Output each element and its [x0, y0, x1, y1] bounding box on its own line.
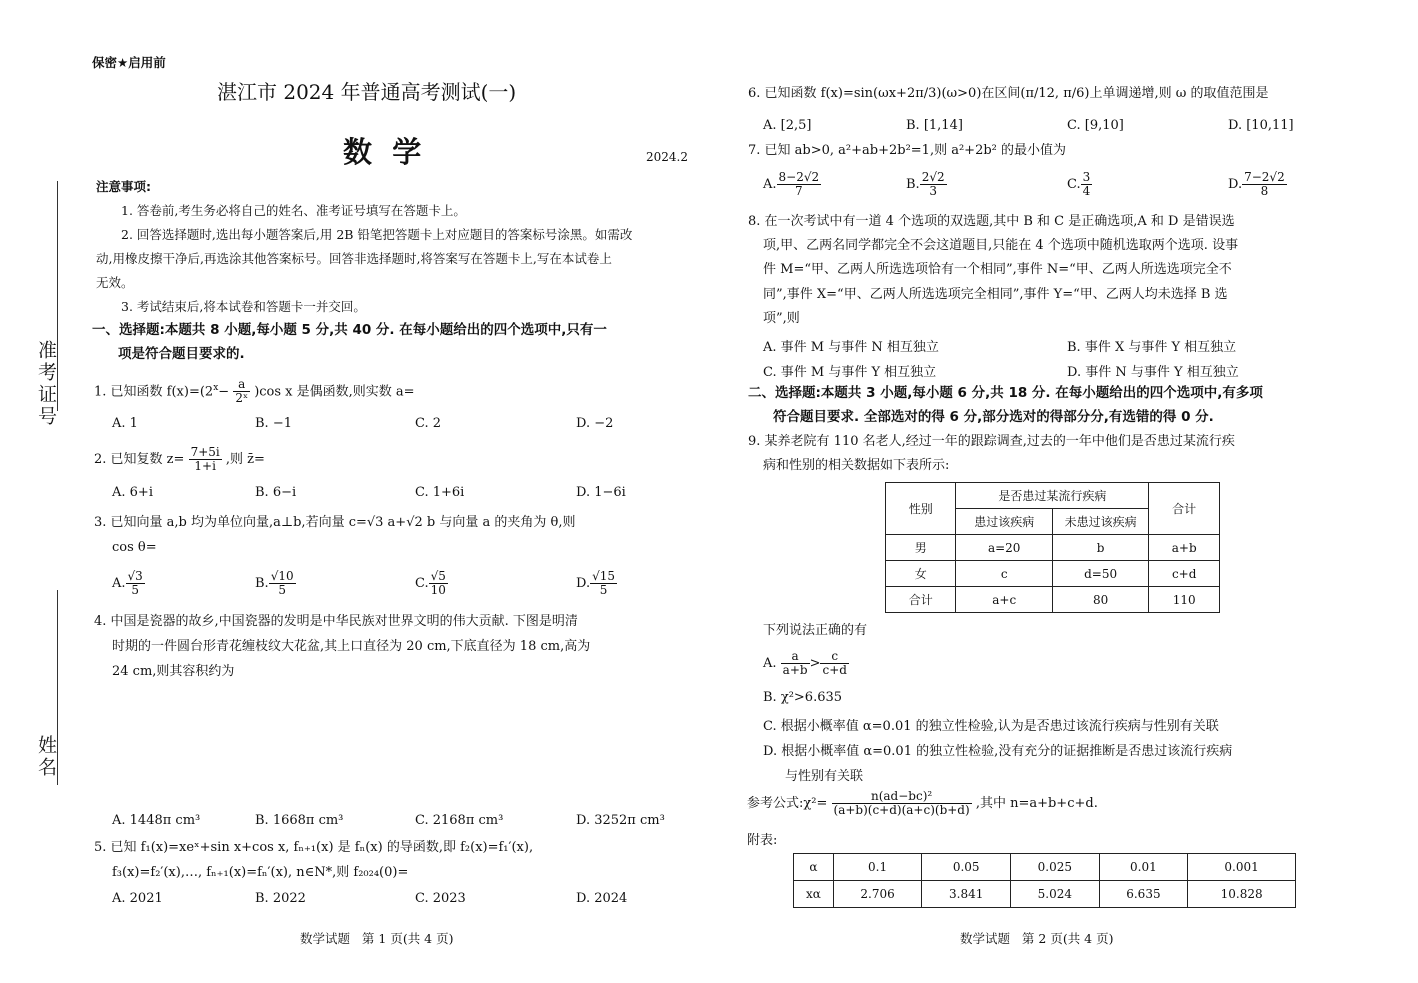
q7-option-a	[763, 171, 821, 198]
q7-c-frac	[1081, 171, 1093, 198]
q7-b-label: B.	[906, 177, 920, 192]
question-5-cont: f₃(x)=f₂′(x),…, fₙ₊₁(x)=fₙ′(x), n∈N*,则 f₂₀₂₄(0)=	[112, 865, 409, 880]
q2-option-a: A. 6+i	[112, 485, 153, 500]
q2-option-c: C. 1+6i	[415, 485, 465, 500]
formula-post: ,其中 n=a+b+c+d.	[975, 796, 1098, 811]
q1-option-a: A. 1	[112, 416, 138, 431]
q9-a-gt: >	[809, 656, 821, 671]
cell: 0.001	[1188, 854, 1296, 881]
q2-text-post: ,则 z̄=	[225, 452, 265, 467]
q9-option-d: D. 根据小概率值 α=0.01 的独立性检验,没有充分的证据推断是否患过该流行疾病	[763, 744, 1233, 759]
q7-a-label: A.	[763, 177, 777, 192]
table-row	[886, 587, 1220, 613]
q7-d-den: 8	[1260, 184, 1269, 198]
question-9: 9. 某养老院有 110 名老人,经过一年的跟踪调查,过去的一年中他们是否患过某流行疾	[748, 434, 1235, 449]
q7-b-num: 2√2	[921, 170, 945, 184]
table-row	[794, 854, 1296, 881]
subject-title: 数 学	[343, 135, 422, 169]
q3-c-num: √5	[430, 569, 446, 583]
formula-fraction	[832, 790, 972, 817]
q4-option-a: A. 1448π cm³	[112, 813, 201, 828]
section-1-heading-cont: 项是符合题目要求的.	[118, 346, 245, 362]
q3-c-label: C.	[415, 576, 429, 591]
q8-option-a: A. 事件 M 与事件 N 相互独立	[763, 340, 939, 355]
q3-option-c	[415, 570, 448, 597]
cell: 0.1	[833, 854, 922, 881]
question-7: 7. 已知 ab>0, a²+ab+2b²=1,则 a²+2b² 的最小值为	[748, 143, 1067, 158]
notice-title: 注意事项:	[96, 179, 151, 194]
q6-option-c: C. [9,10]	[1067, 118, 1124, 133]
notice-3: 3. 考试结束后,将本试卷和答题卡一并交回。	[121, 299, 366, 314]
q6-option-b: B. [1,14]	[906, 118, 963, 133]
cell: 110	[1149, 587, 1220, 613]
th-gender: 性别	[886, 483, 956, 535]
cell: a=20	[956, 535, 1052, 561]
notice-2c: 无效。	[96, 275, 134, 290]
q3-option-b	[255, 570, 296, 597]
cell: 合计	[886, 587, 956, 613]
q4-option-b: B. 1668π cm³	[255, 813, 344, 828]
reference-formula	[747, 790, 1098, 817]
table-row	[794, 881, 1296, 908]
section-1-heading: 一、选择题:本题共 8 小题,每小题 5 分,共 40 分. 在每小题给出的四个选项中,只有一	[92, 322, 607, 338]
q3-b-num: √10	[270, 569, 294, 583]
q3-a-frac	[126, 570, 145, 597]
q9-a-frac-1	[781, 650, 810, 677]
q9-a-d2: c+d	[822, 663, 847, 677]
side-label-name: 姓名	[35, 735, 57, 779]
q1-frac-num: a	[233, 378, 250, 392]
q8-option-b: B. 事件 X 与事件 Y 相互独立	[1067, 340, 1237, 355]
question-1	[94, 376, 415, 405]
q2-option-d: D. 1−6i	[576, 485, 626, 500]
q9-a-label: A.	[763, 656, 777, 671]
question-8-cont-2: 件 M=“甲、乙两人所选选项恰有一个相同”,事件 N=“甲、乙两人所选选项完全不	[763, 262, 1232, 277]
q3-b-den: 5	[278, 583, 286, 597]
q3-a-den: 5	[131, 583, 139, 597]
th-yes: 患过该疾病	[956, 509, 1052, 535]
q1-option-b: B. −1	[255, 416, 292, 431]
formula-num: n(ad−bc)²	[832, 790, 972, 804]
q1-exp: x	[213, 383, 219, 393]
exam-title: 湛江市 2024 年普通高考测试(一)	[217, 80, 517, 104]
q3-d-label: D.	[576, 576, 591, 591]
q2-fraction	[189, 446, 222, 473]
table-row	[886, 561, 1220, 587]
cell: xα	[794, 881, 834, 908]
q4-option-c: C. 2168π cm³	[415, 813, 504, 828]
q6-option-a: A. [2,5]	[763, 118, 812, 133]
q1-frac-den: 2ˣ	[235, 391, 249, 406]
q9-a-n2: c	[820, 650, 848, 664]
th-group: 是否患过某流行疾病	[956, 483, 1149, 509]
appendix-label: 附表:	[747, 833, 778, 848]
question-3-cont: cos θ=	[112, 540, 157, 555]
cell: 0.025	[1011, 854, 1100, 881]
q4-option-d: D. 3252π cm³	[576, 813, 665, 828]
q7-b-den: 3	[929, 184, 937, 198]
q1-text-post: )cos x 是偶函数,则实数 a=	[254, 384, 415, 400]
q3-d-num: √15	[592, 569, 616, 583]
q7-option-b	[906, 171, 947, 198]
cell: 6.635	[1099, 881, 1188, 908]
cell: α	[794, 854, 834, 881]
question-2	[94, 446, 265, 473]
q3-a-num: √3	[127, 569, 143, 583]
formula-den: (a+b)(c+d)(a+c)(b+d)	[833, 803, 970, 817]
q3-b-label: B.	[255, 576, 269, 591]
question-5: 5. 已知 f₁(x)=xeˣ+sin x+cos x, fₙ₊₁(x) 是 fₙ(x) 的导函数,即 f₂(x)=f₁′(x),	[94, 840, 534, 855]
q7-d-num: 7−2√2	[1244, 170, 1285, 184]
question-8-cont-3: 同”,事件 X=“甲、乙两人所选选项完全相同”,事件 Y=“甲、乙两人均未选择 B 选	[763, 287, 1228, 302]
q7-a-num: 8−2√2	[778, 170, 820, 184]
notice-2a: 2. 回答选择题时,选出每小题答案后,用 2B 铅笔把答题卡上对应题目的答案标号涂黑。如需改	[121, 227, 633, 242]
question-8-cont-4: 项”,则	[763, 311, 800, 326]
q9-prompt: 下列说法正确的有	[763, 623, 868, 638]
cell: 0.05	[922, 854, 1011, 881]
q5-option-a: A. 2021	[112, 891, 163, 906]
question-4-cont-1: 时期的一件圆台形青花缠枝纹大花盆,其上口直径为 20 cm,下底直径为 18 cm,高为	[112, 639, 591, 654]
q7-a-den: 7	[795, 184, 803, 198]
right-page	[709, 0, 1418, 983]
q7-c-num: 3	[1082, 170, 1091, 184]
cell: 2.706	[833, 881, 922, 908]
q5-option-d: D. 2024	[576, 891, 628, 906]
q9-option-c: C. 根据小概率值 α=0.01 的独立性检验,认为是否患过该流行疾病与性别有关联	[763, 719, 1219, 734]
q7-option-d	[1228, 171, 1287, 198]
question-4-cont-2: 24 cm,则其容积约为	[112, 664, 235, 679]
cell: d=50	[1052, 561, 1148, 587]
q7-c-den: 4	[1082, 184, 1091, 198]
cell: b	[1052, 535, 1148, 561]
question-4: 4. 中国是瓷器的故乡,中国瓷器的发明是中华民族对世界文明的伟大贡献. 下图是明清	[94, 614, 578, 629]
q7-b-frac	[920, 171, 947, 198]
question-3: 3. 已知向量 a,b 均为单位向量,a⊥b,若向量 c=√3 a+√2 b 与向量 a 的夹角为 θ,则	[94, 515, 576, 530]
q2-option-b: B. 6−i	[255, 485, 297, 500]
section-2-heading-cont: 符合题目要求. 全部选对的得 6 分,部分选对的得部分分,有选错的得 0 分.	[773, 409, 1214, 425]
confidential-label: 保密★启用前	[92, 55, 166, 70]
notice-1: 1. 答卷前,考生务必将自己的姓名、准考证号填写在答题卡上。	[121, 203, 466, 218]
cell: 80	[1052, 587, 1148, 613]
q3-c-frac	[429, 570, 448, 597]
q7-a-frac	[777, 171, 822, 198]
q2-frac-den: 1+i	[194, 459, 216, 473]
q2-text-pre: 2. 已知复数 z=	[94, 452, 185, 467]
page-1-footer: 数学试题 第 1 页(共 4 页)	[300, 931, 454, 946]
q1-text-pre: 1. 已知函数 f(x)=(2	[94, 384, 214, 400]
th-total: 合计	[1149, 483, 1220, 535]
q8-option-d: D. 事件 N 与事件 Y 相互独立	[1067, 365, 1239, 380]
q4-figure-space	[112, 690, 672, 800]
q7-option-c	[1067, 171, 1092, 198]
q1-minus: −	[218, 384, 230, 400]
q9-option-a	[763, 650, 849, 677]
exam-date: 2024.2	[646, 150, 688, 164]
cell: c	[956, 561, 1052, 587]
critical-value-table	[793, 853, 1296, 908]
q3-b-frac	[269, 570, 296, 597]
question-8: 8. 在一次考试中有一道 4 个选项的双选题,其中 B 和 C 是正确选项,A 和 D 是错误选	[748, 214, 1235, 229]
q3-option-d	[576, 570, 617, 597]
th-no: 未患过该疾病	[1052, 509, 1148, 535]
cell: 10.828	[1188, 881, 1296, 908]
q9-option-d-cont: 与性别有关联	[785, 769, 864, 784]
formula-label: 参考公式:χ²=	[747, 796, 828, 811]
cell: 男	[886, 535, 956, 561]
q7-d-label: D.	[1228, 177, 1243, 192]
question-9-cont: 病和性别的相关数据如下表所示:	[763, 458, 950, 473]
table-row	[886, 535, 1220, 561]
q1-option-c: C. 2	[415, 416, 442, 431]
q3-option-a	[112, 570, 145, 597]
q5-option-c: C. 2023	[415, 891, 466, 906]
q1-option-d: D. −2	[576, 416, 614, 431]
side-label-ticket: 准考证号	[35, 340, 57, 428]
q3-d-den: 5	[599, 583, 608, 597]
page-2-footer: 数学试题 第 2 页(共 4 页)	[960, 931, 1114, 946]
q6-option-d: D. [10,11]	[1228, 118, 1294, 133]
q2-frac-num: 7+5i	[190, 445, 220, 459]
cell: a+c	[956, 587, 1052, 613]
section-2-heading: 二、选择题:本题共 3 小题,每小题 6 分,共 18 分. 在每小题给出的四个选项中,有多项	[748, 385, 1263, 401]
q7-d-frac	[1242, 171, 1287, 198]
cell: 0.01	[1099, 854, 1188, 881]
notice-2b: 动,用橡皮擦干净后,再选涂其他答案标号。回答非选择题时,将答案写在答题卡上,写在本试卷上	[96, 251, 612, 266]
cell: 5.024	[1011, 881, 1100, 908]
question-6: 6. 已知函数 f(x)=sin(ωx+2π/3)(ω>0)在区间(π/12, π/6)上单调递增,则 ω 的取值范围是	[748, 86, 1269, 101]
q7-c-label: C.	[1067, 177, 1081, 192]
q3-a-label: A.	[112, 576, 126, 591]
q3-c-den: 10	[430, 583, 446, 597]
q1-fraction	[233, 378, 250, 405]
cell: 女	[886, 561, 956, 587]
q5-option-b: B. 2022	[255, 891, 306, 906]
q9-a-frac-2	[820, 650, 848, 677]
cell: a+b	[1149, 535, 1220, 561]
q9-a-n1: a	[781, 650, 810, 664]
cell: c+d	[1149, 561, 1220, 587]
question-8-cont-1: 项,甲、乙两名同学都完全不会这道题目,只能在 4 个选项中随机选取两个选项. 设事	[763, 238, 1239, 253]
disease-gender-table	[885, 482, 1220, 613]
cell: 3.841	[922, 881, 1011, 908]
q9-a-d1: a+b	[782, 663, 808, 677]
q9-option-b: B. χ²>6.635	[763, 690, 843, 705]
q8-option-c: C. 事件 M 与事件 Y 相互独立	[763, 365, 937, 380]
q3-d-frac	[590, 570, 617, 597]
